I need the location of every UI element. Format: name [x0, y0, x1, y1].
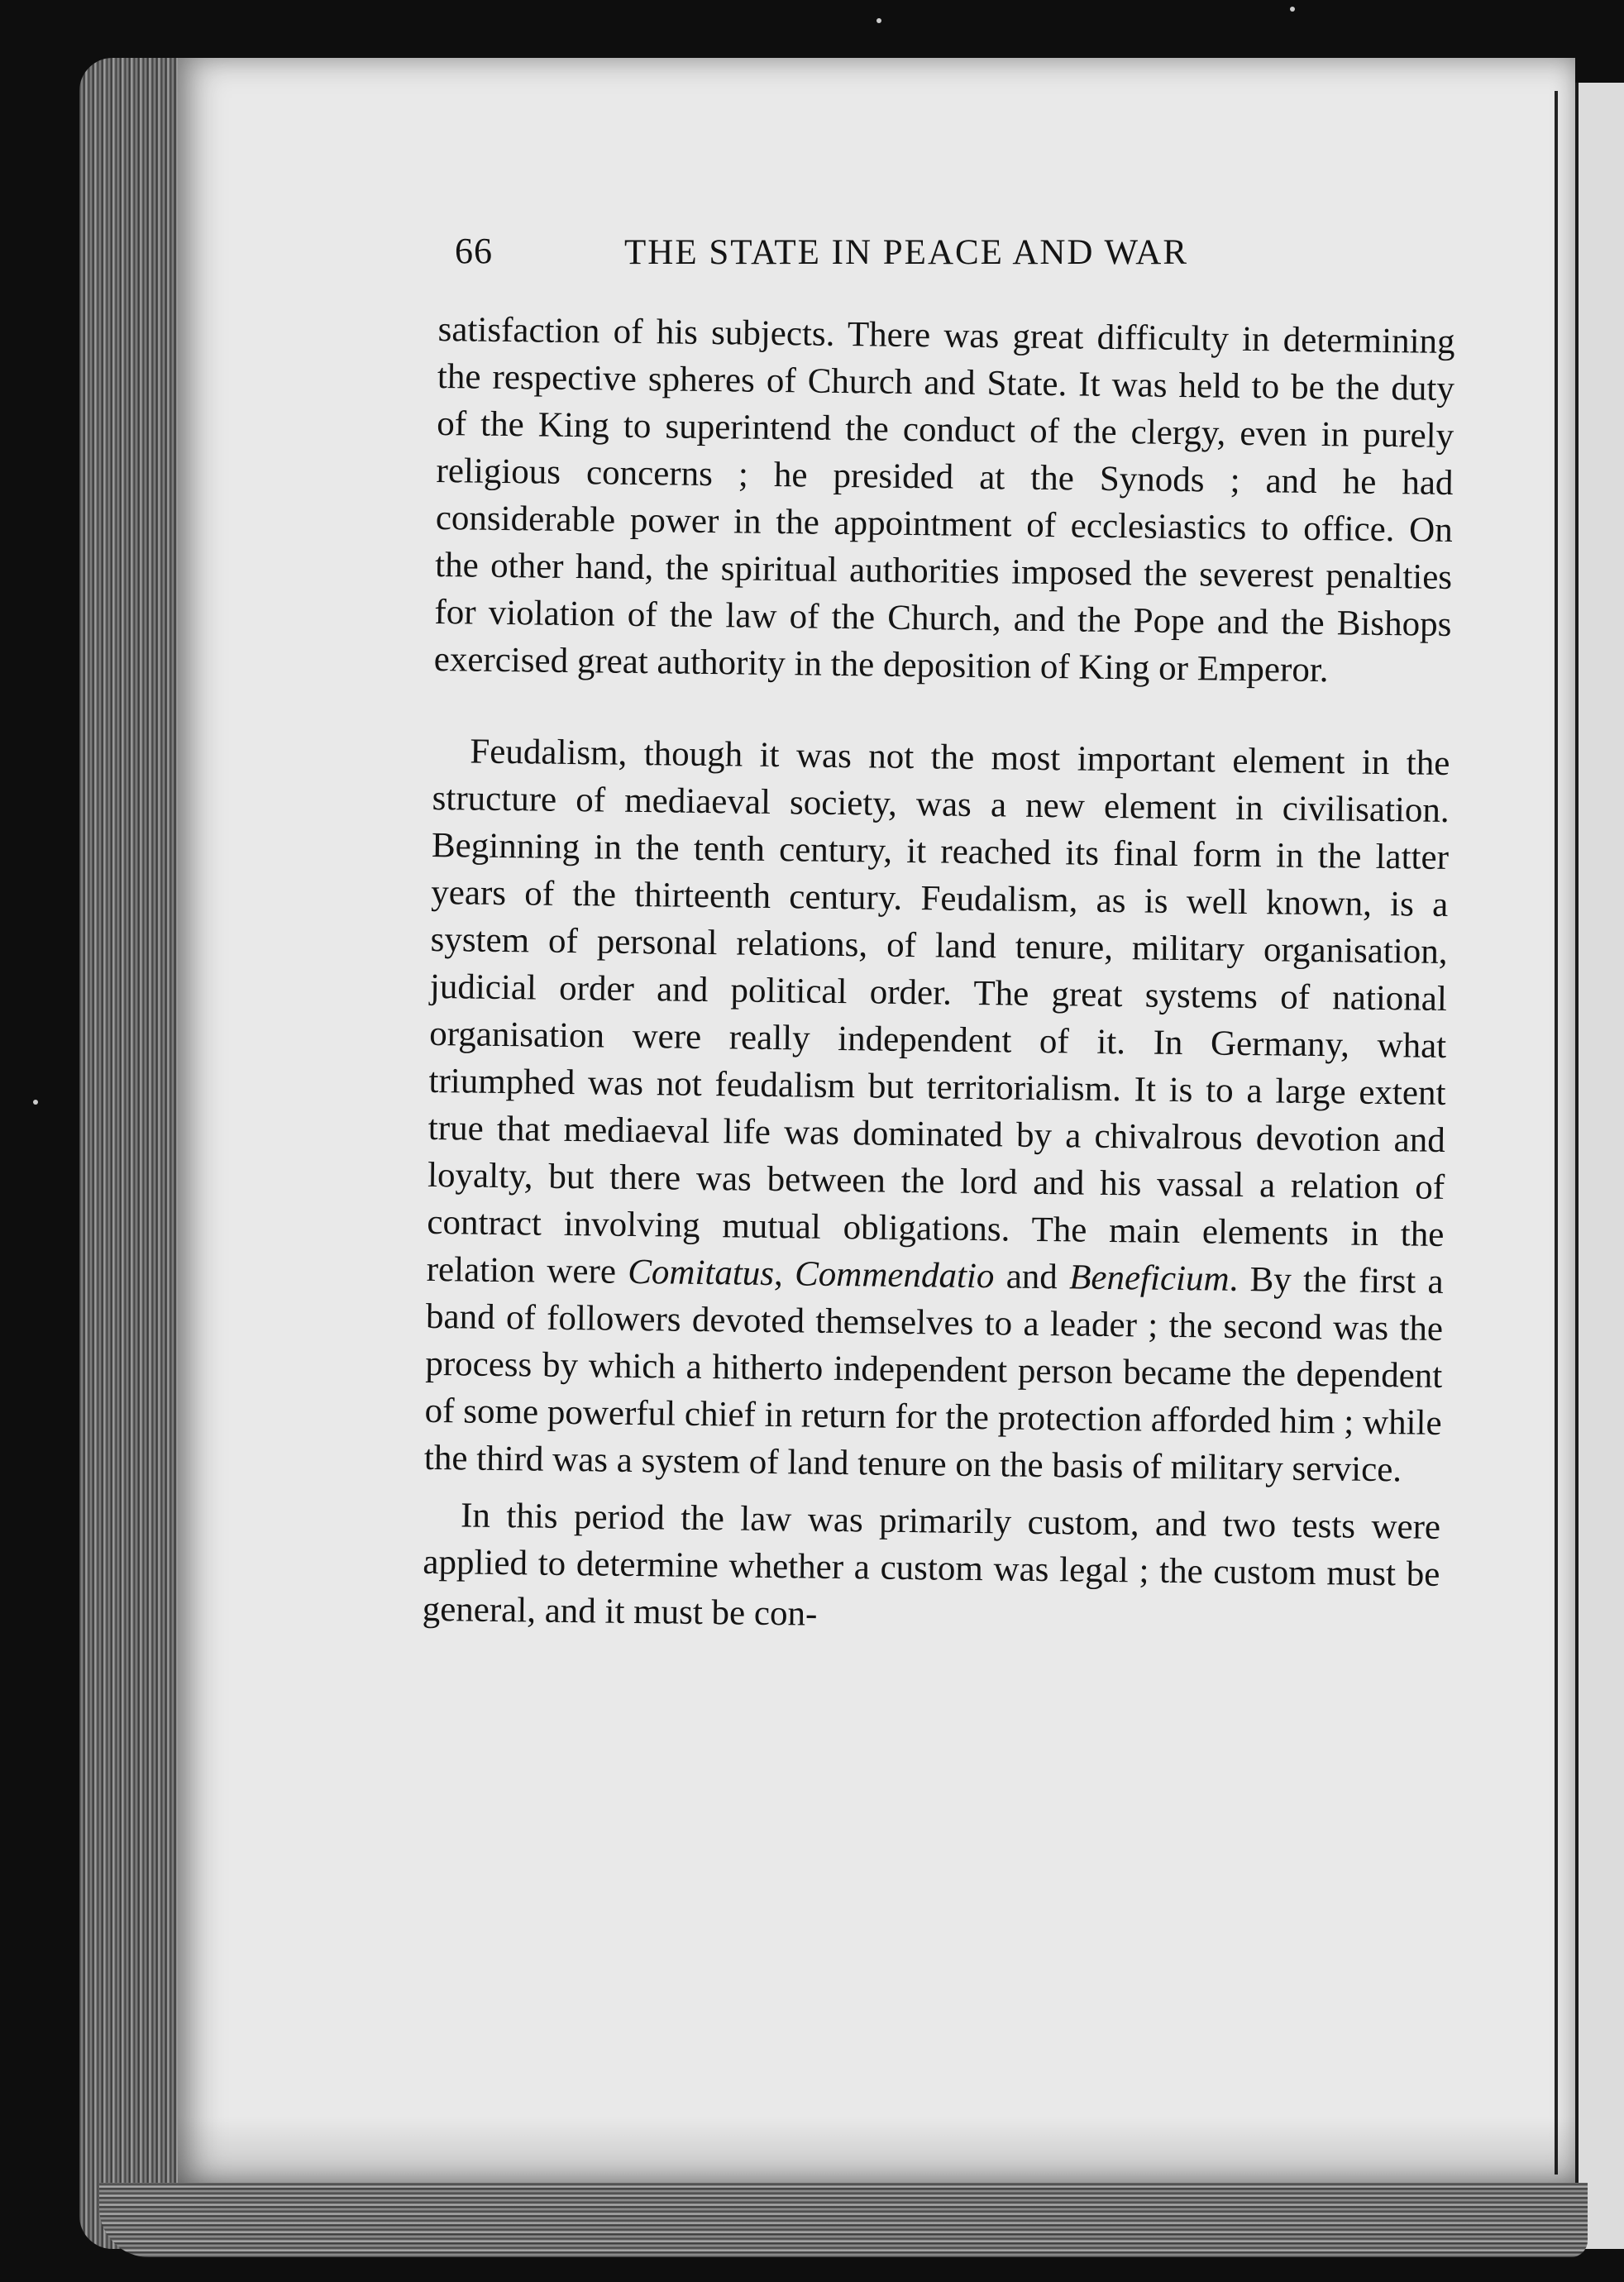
- book-page-edges-bottom: [99, 2183, 1588, 2257]
- term-beneficium: Beneficium: [1068, 1258, 1230, 1299]
- paragraph-3: In this period the law was primarily custom, and two tests were applied to determine whether a custom was legal ; the custom must be general, and it must be con-: [422, 1496, 1441, 1634]
- page-header: [455, 230, 1555, 279]
- paragraph-2-text-b: . By the first a band of followers devoted themselves to a leader ; the second was the process by which a hitherto independent person became the dependent of some powerful chief in return for the protection afforded him ; while the third was a system of land tenure on the basis of military service.: [423, 1259, 1444, 1490]
- facing-page-edge: [1575, 83, 1624, 2249]
- dust-speck: [1290, 7, 1295, 12]
- term-comitatus: Comitatus: [627, 1252, 775, 1294]
- running-head: THE STATE IN PEACE AND WAR: [624, 233, 1189, 272]
- paragraph-1: satisfaction of his subjects. There was great difficulty in determining the respective spheres of Church and State. It was held to be the duty of the King to superintend the conduct of the clergy, even in purely religious concerns ; he presided at the Synods ; and he had considerable power in the appointment of ecclesiastics to office. On the other hand, the spiritual authorities imposed the severest penalties for violation of the law of the Church, and the Pope and the Bishops exercised great authority in the deposition of King or Emperor.: [433, 309, 1455, 690]
- body-text: [422, 306, 1455, 1645]
- separator-1: ,: [773, 1254, 795, 1294]
- paragraph-2-text-a: Feudalism, though it was not the most important element in the structure of mediaeval society, was a new element in civilisation. Beginning in the tenth century, it reached its final form in the latter years of the thirteenth century. Feudalism, as is well known, is a system of personal relations, of land tenure, military organisation, judicial order and political order. The great systems of national organisation were really independent of it. In Germany, what triumphed was not feudalism but territorialism. It is to a large extent true that mediaeval life was dominated by a chivalrous devotion and loyalty, but there was between the lord and his vassal a relation of contract involving mutual obligations. The main elements in the relation were: [426, 732, 1450, 1291]
- paragraph-2: [424, 728, 1450, 1494]
- dust-speck: [876, 18, 881, 23]
- dust-speck: [33, 1100, 38, 1105]
- separator-2: and: [994, 1257, 1070, 1297]
- page-bottom-shadow: [178, 2117, 1575, 2191]
- term-commendatio: Commendatio: [794, 1254, 995, 1296]
- page-number: 66: [455, 231, 493, 271]
- page-gutter-line: [1555, 91, 1558, 2175]
